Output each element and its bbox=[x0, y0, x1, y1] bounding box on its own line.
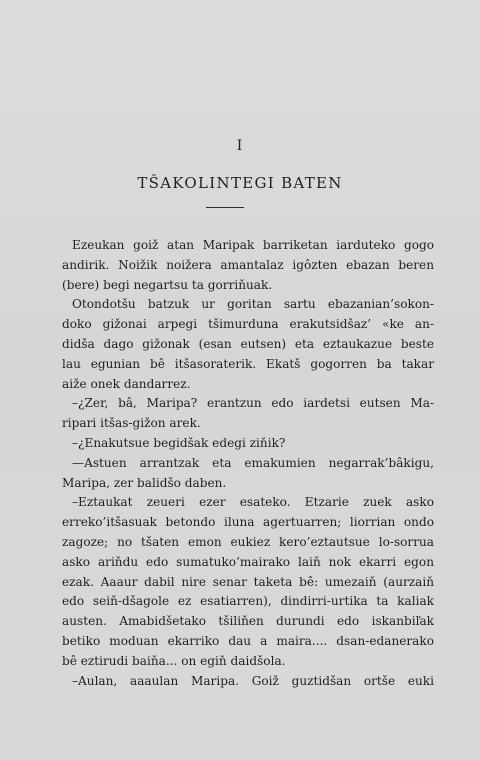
text-line: ezak. Aaaur dabil nire senar taketa bê: umezaiň (aurzaiň bbox=[62, 574, 434, 589]
title-rule bbox=[206, 207, 244, 208]
text-line: aiže onek dandarrez. bbox=[62, 376, 191, 391]
text-line: didša dago gižonak (esan eutsen) eta eztaukazue beste bbox=[62, 336, 434, 351]
text-line: –¿Zer, bâ, Maripa? erantzun edo iardetsi eutsen Ma- bbox=[72, 396, 434, 411]
text-line: zagoze; no tšaten emon eukiez kero’eztautsue lo-sorrua bbox=[62, 534, 434, 549]
text-line: asko ariňdu edo sumatuko’mairako laiň nok ekarri egon bbox=[62, 554, 434, 569]
chapter-number: I bbox=[236, 138, 244, 154]
text-line: Otondotšu batzuk ur goritan sartu ebazanian’sokon- bbox=[72, 297, 434, 312]
text-line: edo seiň-dšagole ez esatiarren), dindirri-urtika ta kaliak bbox=[62, 594, 434, 609]
chapter-title: TŠAKOLINTEGI BATEN bbox=[137, 174, 343, 192]
text-line: –¿Enakutsue begidšak edegi ziňik? bbox=[72, 435, 286, 450]
text-line: betiko moduan ekarriko dau a maira.... dsan-edanerako bbox=[62, 633, 434, 648]
text-line: ripari itšas-gižon arek. bbox=[62, 416, 201, 431]
text-line: (bere) begi negartsu ta gorriňuak. bbox=[62, 277, 273, 292]
text-line: Ezeukan goiž atan Maripak barriketan iarduteko gogo bbox=[72, 238, 434, 252]
text-line: –Eztaukat zeueri ezer esateko. Etzarie zuek asko bbox=[72, 495, 434, 510]
text-line: —Astuen arrantzak eta emakumien negarrak’bâkigu, bbox=[72, 455, 434, 470]
text-line: lau egunian bê itšasoraterik. Ekatš gogorren ba takar bbox=[62, 356, 434, 371]
text-line: –Aulan, aaaulan Maripa. Goiž guztidšan ortše euki bbox=[72, 673, 434, 688]
text-line: austen. Amabidšetako tšiliňen durundi edo iskanbiľak bbox=[62, 614, 434, 629]
text-line: Maripa, zer balidšo daben. bbox=[62, 475, 227, 490]
text-line: erreko’itšasuak betondo iluna agertuarren; liorrian ondo bbox=[62, 515, 434, 530]
text-line: doko gižonai arpegi tšimurduna erakutsidšaz’ «ke an- bbox=[62, 317, 434, 332]
text-line: bê eztirudi baiňa... on egiň daidšola. bbox=[62, 653, 286, 668]
body-text bbox=[62, 236, 434, 691]
text-line: andirik. Noižik noižera amantalaz igôzten ebazan beren bbox=[62, 257, 434, 272]
